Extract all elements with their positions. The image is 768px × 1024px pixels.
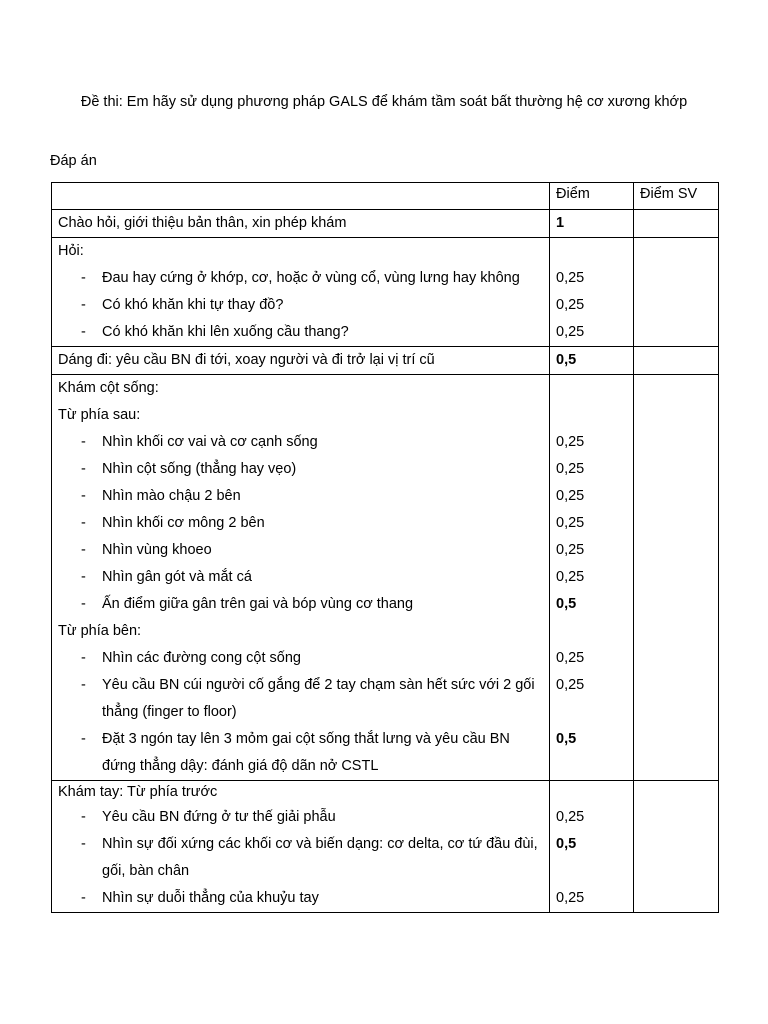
gait-score-cell: 0,5 xyxy=(550,347,634,375)
answer-label: Đáp án xyxy=(50,153,97,169)
list-item: - Có khó khăn khi tự thay đồ? xyxy=(81,297,284,313)
table-row-greeting xyxy=(52,210,719,238)
greeting-score-cell: 1 xyxy=(550,210,634,238)
table-row-arms xyxy=(52,781,719,913)
from-behind-title: Từ phía sau: xyxy=(58,407,141,423)
list-item: - Yêu cầu BN đứng ở tư thế giải phẫu xyxy=(81,809,336,825)
arms-score-cell: 0,25 0,5 0,25 xyxy=(550,781,634,913)
list-item: - Đau hay cứng ở khớp, cơ, hoặc ở vùng cổ, vùng lưng hay không xyxy=(81,270,520,286)
greeting-student-score-cell xyxy=(634,210,719,238)
table-row-gait xyxy=(52,347,719,375)
greeting-cell: Chào hỏi, giới thiệu bản thân, xin phép khám xyxy=(52,210,550,238)
history-cell xyxy=(52,238,550,347)
arms-student-score-cell xyxy=(634,781,719,913)
spine-cell xyxy=(52,375,550,781)
exam-question-title: Đề thi: Em hãy sử dụng phương pháp GALS để khám tầm soát bất thường hệ cơ xương khớp xyxy=(80,94,688,110)
spine-student-score-cell xyxy=(634,375,719,781)
list-item: - Nhìn sự đối xứng các khối cơ và biến dạng: cơ delta, cơ tứ đầu đùi, gối, bàn chân xyxy=(81,836,538,879)
table-row-spine xyxy=(52,375,719,781)
list-item: - Ấn điểm giữa gân trên gai và bóp vùng cơ thang xyxy=(81,596,414,612)
table-row-history xyxy=(52,238,719,347)
list-item: - Nhìn khối cơ vai và cơ cạnh sống xyxy=(81,434,318,450)
grading-table xyxy=(51,182,719,913)
table-header-row xyxy=(52,183,719,210)
gait-student-score-cell xyxy=(634,347,719,375)
header-criteria-cell xyxy=(52,183,550,210)
header-student-score-cell: Điểm SV xyxy=(634,183,719,210)
list-item: - Nhìn sự duỗi thẳng của khuỷu tay xyxy=(81,890,319,906)
gait-cell: Dáng đi: yêu cầu BN đi tới, xoay người và đi trở lại vị trí cũ xyxy=(52,347,550,375)
list-item: - Nhìn vùng khoeo xyxy=(81,542,212,558)
list-item: - Có khó khăn khi lên xuống cầu thang? xyxy=(81,324,349,340)
list-item: - Nhìn mào chậu 2 bên xyxy=(81,488,241,504)
from-side-title: Từ phía bên: xyxy=(58,623,142,639)
list-item: - Nhìn khối cơ mông 2 bên xyxy=(81,515,265,531)
list-item: - Đặt 3 ngón tay lên 3 mỏm gai cột sống thắt lưng và yêu cầu BN đứng thẳng dậy: đánh giá độ dãn nở CSTL xyxy=(81,731,510,774)
header-score-cell: Điểm xyxy=(550,183,634,210)
spine-title: Khám cột sống: xyxy=(58,380,159,396)
list-item: - Nhìn các đường cong cột sống xyxy=(81,650,301,666)
spine-score-cell: 0,25 0,25 0,25 0,25 0,25 0,25 0,5 0,25 0,25 0,5 xyxy=(550,375,634,781)
history-score-cell: 0,25 0,25 0,25 xyxy=(550,238,634,347)
history-title: Hỏi: xyxy=(58,243,84,259)
history-student-score-cell xyxy=(634,238,719,347)
arms-title: Khám tay: Từ phía trước xyxy=(58,784,218,800)
arms-cell xyxy=(52,781,550,913)
list-item: - Nhìn gân gót và mắt cá xyxy=(81,569,252,585)
list-item: - Yêu cầu BN cúi người cố gắng để 2 tay chạm sàn hết sức với 2 gối thẳng (finger to floor) xyxy=(81,677,535,720)
list-item: - Nhìn cột sống (thẳng hay vẹo) xyxy=(81,461,297,477)
